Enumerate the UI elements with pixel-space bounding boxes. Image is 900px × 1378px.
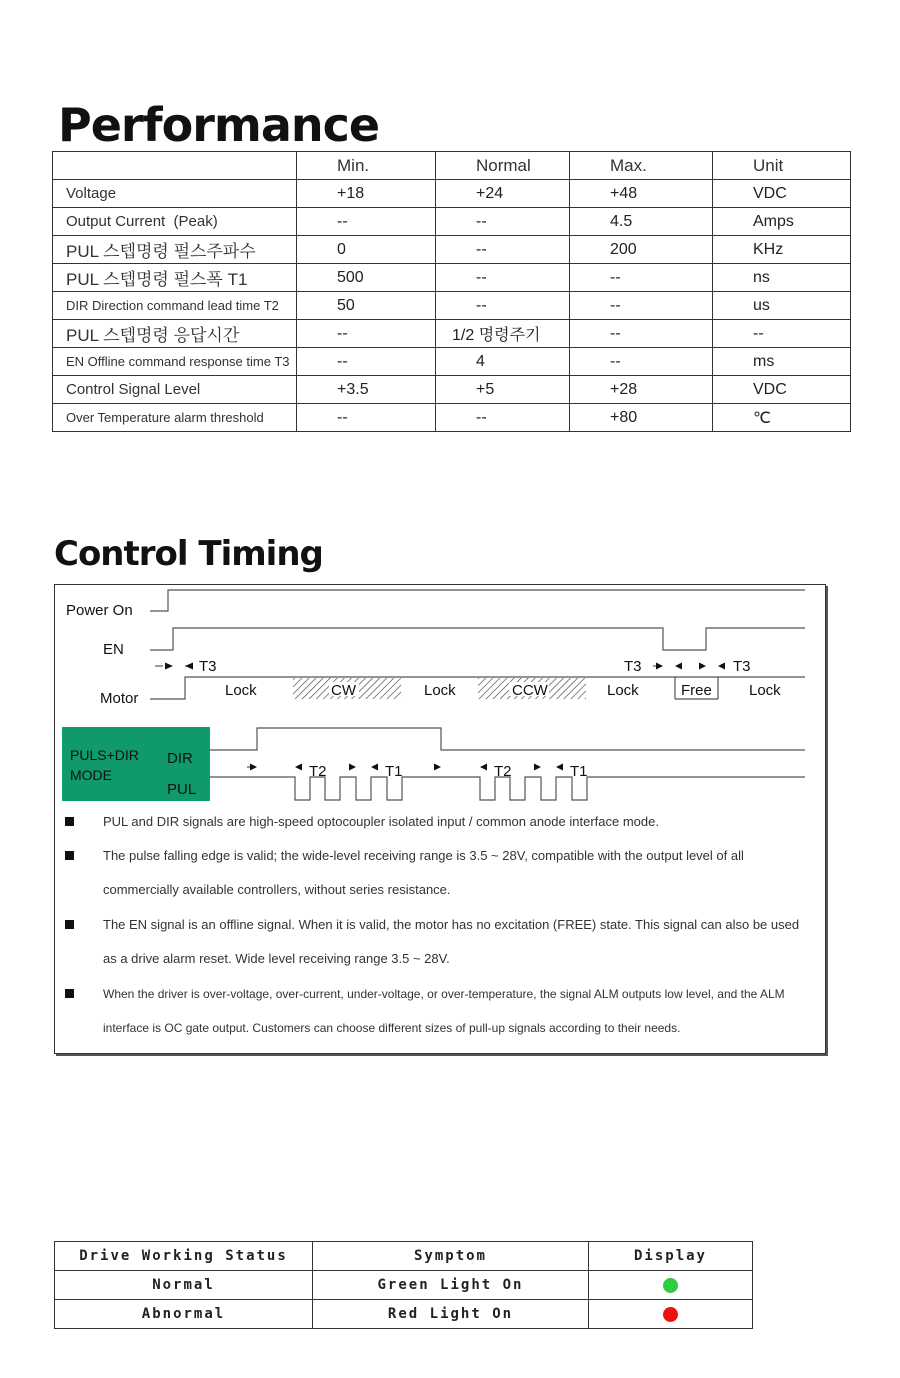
value-cell: -- [436,292,570,320]
value-cell: -- [436,264,570,292]
timing-diagram-box [54,584,826,1054]
performance-title: Performance [58,98,380,152]
value-cell: -- [436,236,570,264]
table-row [53,208,851,236]
unit-cell: ns [713,264,851,292]
red-light-icon [663,1307,678,1322]
free-label: Free [681,682,712,699]
table-row [55,1300,753,1329]
value-cell: -- [436,208,570,236]
value-cell: 4 [436,348,570,376]
bullet-icon [65,817,74,826]
unit-cell: ℃ [713,404,851,432]
value-cell: 50 [297,292,436,320]
note-text: The EN signal is an offline signal. When it is valid, the motor has no excitation (FREE) state. This signal can also be used as a drive alarm reset. Wide level receiving range 3.5 ~ 28V. [103,917,800,966]
unit-cell: VDC [713,180,851,208]
table-row [53,376,851,404]
mode-label-line2: MODE [70,767,112,783]
table-row [53,180,851,208]
header-cell-max: Max. [570,152,713,180]
control-timing-title: Control Timing [54,534,323,574]
value-cell: +80 [570,404,713,432]
unit-cell: VDC [713,376,851,404]
value-cell: +3.5 [297,376,436,404]
header-cell [53,152,297,180]
dir-label: DIR [167,750,193,767]
param-cell: PUL 스텝명령 응답시간 [53,320,297,348]
symptom-cell: Red Light On [313,1300,589,1329]
t3-label: T3 [624,658,642,675]
performance-header-row [53,152,851,180]
value-cell: -- [570,264,713,292]
value-cell: 200 [570,236,713,264]
timing-diagram [55,585,825,815]
status-header-row [55,1242,753,1271]
symptom-cell: Green Light On [313,1271,589,1300]
lock-label: Lock [424,682,456,699]
unit-cell: ms [713,348,851,376]
note-text: The pulse falling edge is valid; the wide-level receiving range is 3.5 ~ 28V, compatible with the output level of all commercially available controllers, without series resistance. [103,848,744,897]
lock-label: Lock [225,682,257,699]
header-cell-symptom: Symptom [313,1242,589,1271]
param-cell: PUL 스텝명령 펄스주파수 [53,236,297,264]
lock-label: Lock [607,682,639,699]
table-row [53,236,851,264]
t3-marker-left [155,658,217,675]
t3-label: T3 [199,658,217,675]
header-cell-min: Min. [297,152,436,180]
t1-label: T1 [570,763,588,780]
value-cell: -- [297,404,436,432]
value-cell: -- [436,404,570,432]
unit-cell: KHz [713,236,851,264]
note-text: When the driver is over-voltage, over-current, under-voltage, or over-temperature, the signal ALM outputs low level, and the ALM interface is OC gate output. Customers can choose different sizes of pull-up signals according to their needs. [103,987,785,1035]
unit-cell: us [713,292,851,320]
table-row [53,320,851,348]
param-cell: Voltage [53,180,297,208]
value-cell: -- [297,208,436,236]
value-cell: -- [570,348,713,376]
status-cell: Abnormal [55,1300,313,1329]
pul-waveform [210,777,805,800]
value-cell: -- [570,292,713,320]
header-cell-display: Display [589,1242,753,1271]
bullet-icon [65,920,74,929]
pul-label: PUL [167,781,197,798]
param-cell: Control Signal Level [53,376,297,404]
lock-label: Lock [749,682,781,699]
param-cell: EN Offline command response time T3 [53,348,297,376]
value-cell: +28 [570,376,713,404]
t2-label: T2 [494,763,512,780]
param-cell: Output Current (Peak) [53,208,297,236]
motor-label: Motor [100,690,139,707]
mode-label: PULS+DIR [70,747,139,763]
power-on-waveform [150,590,805,611]
value-cell: +24 [436,180,570,208]
header-cell-normal: Normal [436,152,570,180]
t3-marker-right [699,658,751,675]
bullet-icon [65,989,74,998]
value-cell: +5 [436,376,570,404]
power-on-label: Power On [66,602,133,619]
param-cell: Over Temperature alarm threshold [53,404,297,432]
table-row [53,264,851,292]
table-row [53,348,851,376]
dir-waveform [210,728,805,750]
value-cell: -- [297,320,436,348]
t1-label: T1 [385,763,403,780]
cw-label: CW [331,682,356,699]
ccw-label: CCW [512,682,548,699]
value-cell: 4.5 [570,208,713,236]
status-table [54,1241,753,1329]
t3-label: T3 [733,658,751,675]
value-cell: -- [570,320,713,348]
display-cell [589,1271,753,1300]
value-cell: +18 [297,180,436,208]
table-row [55,1271,753,1300]
value-cell: 500 [297,264,436,292]
param-cell: PUL 스텝명령 펄스폭 T1 [53,264,297,292]
header-cell-status: Drive Working Status [55,1242,313,1271]
value-cell: 0 [297,236,436,264]
t3-marker-mid [624,658,682,675]
green-light-icon [663,1278,678,1293]
display-cell [589,1300,753,1329]
unit-cell: -- [713,320,851,348]
table-row [53,404,851,432]
header-cell-unit: Unit [713,152,851,180]
performance-table [52,151,851,432]
en-label: EN [103,641,124,658]
t2-label: T2 [309,763,327,780]
value-cell: +48 [570,180,713,208]
en-waveform [150,628,805,650]
status-cell: Normal [55,1271,313,1300]
value-cell: -- [297,348,436,376]
table-row [53,292,851,320]
param-cell: DIR Direction command lead time T2 [53,292,297,320]
value-cell: 1/2 명령주기 [436,320,570,348]
bullet-icon [65,851,74,860]
unit-cell: Amps [713,208,851,236]
note-text: PUL and DIR signals are high-speed optocoupler isolated input / common anode interface mode. [103,814,659,829]
